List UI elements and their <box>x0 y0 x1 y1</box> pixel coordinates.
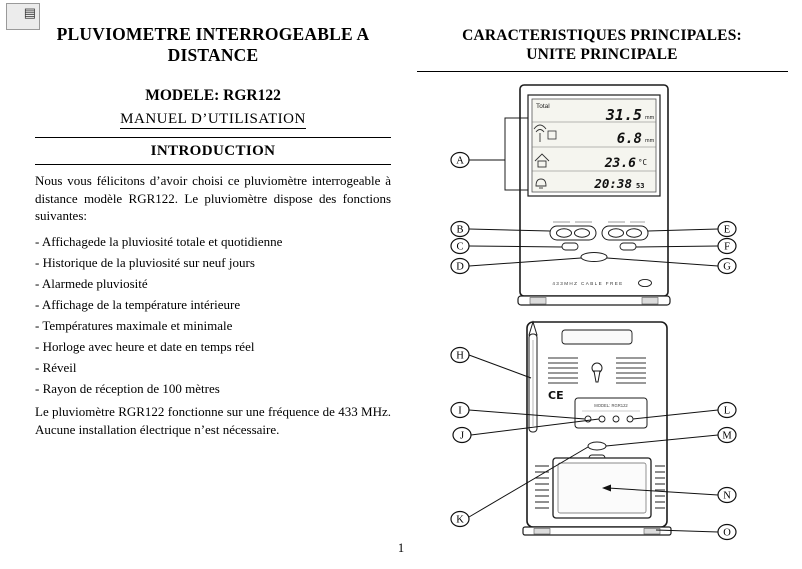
svg-text:A: A <box>456 155 464 167</box>
feature-item: - Horloge avec heure et date en temps réel <box>35 338 255 354</box>
lcd-daily-unit: mm <box>645 138 655 144</box>
lcd-time-seconds: 53 <box>636 182 645 190</box>
right-column-divider <box>417 71 788 72</box>
front-unit <box>505 85 670 305</box>
svg-text:L: L <box>723 405 731 417</box>
feature-item: - Affichagede la pluviosité totale et quotidienne <box>35 233 283 249</box>
feature-item: - Historique de la pluviosité sur neuf jours <box>35 254 255 270</box>
callout-h <box>451 348 469 363</box>
rating-label <box>575 398 647 428</box>
front-foot-right <box>642 298 658 305</box>
characteristics-title <box>412 26 792 64</box>
lcd-time-value: 20:38 <box>594 176 632 191</box>
model-line: MODELE: RGR122 <box>145 87 281 104</box>
lcd-display <box>528 95 660 196</box>
feature-item: - Températures maximale et minimale <box>35 317 233 333</box>
manual-line-text: MANUEL D’UTILISATION <box>120 111 306 127</box>
callout-b <box>451 222 469 237</box>
callout-i <box>451 403 469 418</box>
introduction-heading: INTRODUCTION <box>150 143 276 159</box>
svg-text:D: D <box>456 261 464 273</box>
label-hole <box>613 416 619 422</box>
svg-text:M: M <box>722 430 732 442</box>
rating-label-text: MODEL: RGR122 <box>594 403 628 408</box>
svg-text:J: J <box>459 430 465 442</box>
svg-text:C: C <box>456 241 464 253</box>
characteristics-title-line2: UNITE PRINCIPALE <box>526 46 678 63</box>
center-bar-button <box>581 253 607 262</box>
callout-o <box>718 525 736 540</box>
callout-j <box>453 428 471 443</box>
feature-list <box>35 233 391 397</box>
ce-mark: CE <box>548 389 564 402</box>
left-small-button <box>562 243 578 250</box>
lcd-total-value: 31.5 <box>605 106 642 124</box>
feature-item: - Rayon de réception de 100 mètres <box>35 380 220 396</box>
callout-g <box>718 259 736 274</box>
hanger-recess <box>562 330 632 344</box>
lcd-daily-value: 6.8 <box>616 131 642 147</box>
svg-text:E: E <box>723 224 731 236</box>
page-title <box>35 24 391 66</box>
closing-paragraph: Le pluviomètre RGR122 fonctionne sur une fréquence de 433 MHz. Aucune installation électrique n’est nécessaire. <box>35 403 391 437</box>
callout-n <box>718 488 736 503</box>
callout-c <box>451 239 469 254</box>
corner-glyph-icon: ▤ <box>23 5 36 20</box>
back-foot-right <box>644 529 660 535</box>
section-divider-top <box>35 137 391 138</box>
lcd-total-label: Total <box>536 103 550 110</box>
front-bottom-text: 433MHZ CABLE FREE <box>552 281 624 286</box>
left-button-rocker <box>550 226 596 240</box>
right-button-rocker <box>602 226 648 240</box>
feature-item: - Réveil <box>35 359 77 375</box>
callout-l <box>718 403 736 418</box>
lcd-total-unit: mm <box>645 115 655 121</box>
intro-paragraph: Nous vous félicitons d’avoir choisi ce pluviomètre interrogeable à distance modèle RGR122. Le pluviomètre dispose des fonctions suivantes: <box>35 173 391 223</box>
svg-text:F: F <box>724 241 730 253</box>
right-small-button <box>620 243 636 250</box>
section-divider-bottom <box>35 164 391 165</box>
callout-m <box>718 428 736 443</box>
back-oval-button <box>588 442 606 450</box>
callout-k <box>451 512 469 527</box>
left-column <box>35 24 391 439</box>
front-foot-left <box>530 298 546 305</box>
page-title-line1: PLUVIOMETRE INTERROGEABLE A <box>56 24 370 44</box>
page-number: 1 <box>397 541 405 555</box>
lcd-temp-value: 23.6 <box>604 156 636 171</box>
feature-item: - Alarmede pluviosité <box>35 275 148 291</box>
svg-text:H: H <box>456 350 464 362</box>
callout-e <box>718 222 736 237</box>
svg-text:O: O <box>723 527 731 539</box>
characteristics-title-line1: CARACTERISTIQUES PRINCIPALES: <box>462 27 742 44</box>
right-column-header <box>412 26 792 64</box>
page-title-line2: DISTANCE <box>167 45 259 65</box>
callout-f <box>718 239 736 254</box>
manual-line <box>35 111 391 128</box>
svg-text:N: N <box>723 490 731 502</box>
back-foot-left <box>534 529 550 535</box>
svg-text:K: K <box>456 514 464 526</box>
callout-d <box>451 259 469 274</box>
lcd-temp-unit: °C <box>638 158 648 167</box>
battery-compartment <box>553 455 651 518</box>
callout-a <box>451 153 469 168</box>
svg-text:I: I <box>458 405 462 417</box>
svg-text:B: B <box>456 224 464 236</box>
back-unit <box>523 322 671 535</box>
device-diagram <box>412 78 798 548</box>
label-hole <box>599 416 605 422</box>
label-hole <box>627 416 633 422</box>
svg-text:G: G <box>723 261 731 273</box>
feature-item: - Affichage de la température intérieure <box>35 296 241 312</box>
